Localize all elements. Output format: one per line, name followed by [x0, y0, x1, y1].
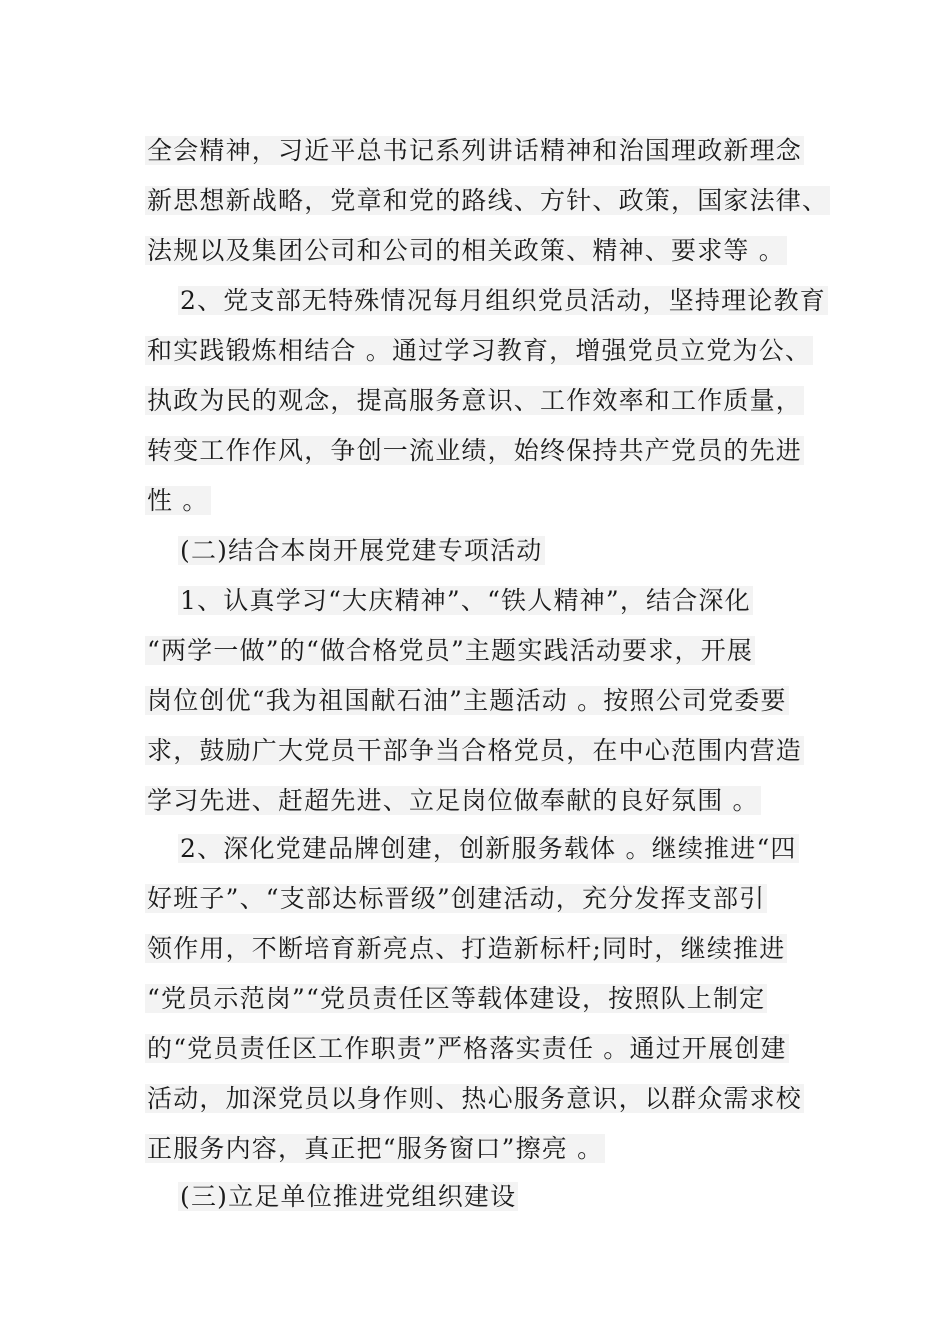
- text-line: [145, 184, 830, 218]
- text-line: [145, 134, 804, 168]
- text-line: [145, 334, 813, 368]
- text-line-content: 转变工作作风，争创一流业绩，始终保持共产党员的先进: [147, 436, 803, 465]
- text-line: [145, 634, 755, 668]
- paragraph-first-line: [178, 584, 753, 618]
- text-line-content: 性 。: [147, 486, 209, 515]
- text-line-content: 好班子”、“支部达标晋级”创建活动，充分发挥支部引: [147, 884, 766, 913]
- text-line: [145, 784, 761, 818]
- text-line-content: 1、认真学习“大庆精神”、“铁人精神”，结合深化: [180, 586, 751, 615]
- text-line: [145, 932, 787, 966]
- text-line: [145, 234, 787, 268]
- text-line-content: 的“党员责任区工作职责”严格落实责任 。通过开展创建: [147, 1034, 787, 1063]
- text-line-content: 求，鼓励广大党员干部争当合格党员，在中心范围内营造: [147, 736, 803, 765]
- text-line: [145, 982, 767, 1016]
- text-line-content: “党员示范岗”“党员责任区等载体建设，按照队上制定: [147, 984, 766, 1013]
- section-heading: [178, 1180, 518, 1214]
- text-line-content: 法规以及集团公司和公司的相关政策、精神、要求等 。: [147, 236, 785, 265]
- paragraph-first-line: [178, 284, 828, 318]
- text-line: [145, 384, 804, 418]
- text-line: [145, 1132, 605, 1166]
- text-line-content: (三)立足单位推进党组织建设: [180, 1182, 517, 1211]
- text-line-content: 2、深化党建品牌创建，创新服务载体 。继续推进“四: [180, 834, 797, 863]
- text-line-content: 领作用，不断培育新亮点、打造新标杆;同时，继续推进: [147, 934, 786, 963]
- text-line-content: 执政为民的观念，提高服务意识、工作效率和工作质量，: [147, 386, 803, 415]
- text-line-content: (二)结合本岗开展党建专项活动: [180, 536, 543, 565]
- text-line: [145, 734, 804, 768]
- text-line-content: 正服务内容，真正把“服务窗口”擦亮 。: [147, 1134, 604, 1163]
- text-line-content: 新思想新战略，党章和党的路线、方针、政策，国家法律、: [147, 186, 829, 215]
- text-line: [145, 684, 789, 718]
- paragraph-first-line: [178, 832, 799, 866]
- text-line-content: 学习先进、赶超先进、立足岗位做奉献的良好氛围 。: [147, 786, 759, 815]
- text-line-content: “两学一做”的“做合格党员”主题实践活动要求，开展: [147, 636, 754, 665]
- text-line: [145, 434, 804, 468]
- text-line: [145, 1082, 804, 1116]
- text-line-content: 全会精神，习近平总书记系列讲话精神和治国理政新理念: [147, 136, 803, 165]
- text-line: [145, 484, 211, 518]
- section-heading: [178, 534, 545, 568]
- text-line: [145, 882, 767, 916]
- text-line-content: 活动，加深党员以身作则、热心服务意识，以群众需求校: [147, 1084, 803, 1113]
- text-line-content: 和实践锻炼相结合 。通过学习教育，增强党员立党为公、: [147, 336, 812, 365]
- text-line-content: 岗位创优“我为祖国献石油”主题活动 。按照公司党委要: [147, 686, 787, 715]
- text-line: [145, 1032, 789, 1066]
- text-line-content: 2、党支部无特殊情况每月组织党员活动，坚持理论教育: [180, 286, 826, 315]
